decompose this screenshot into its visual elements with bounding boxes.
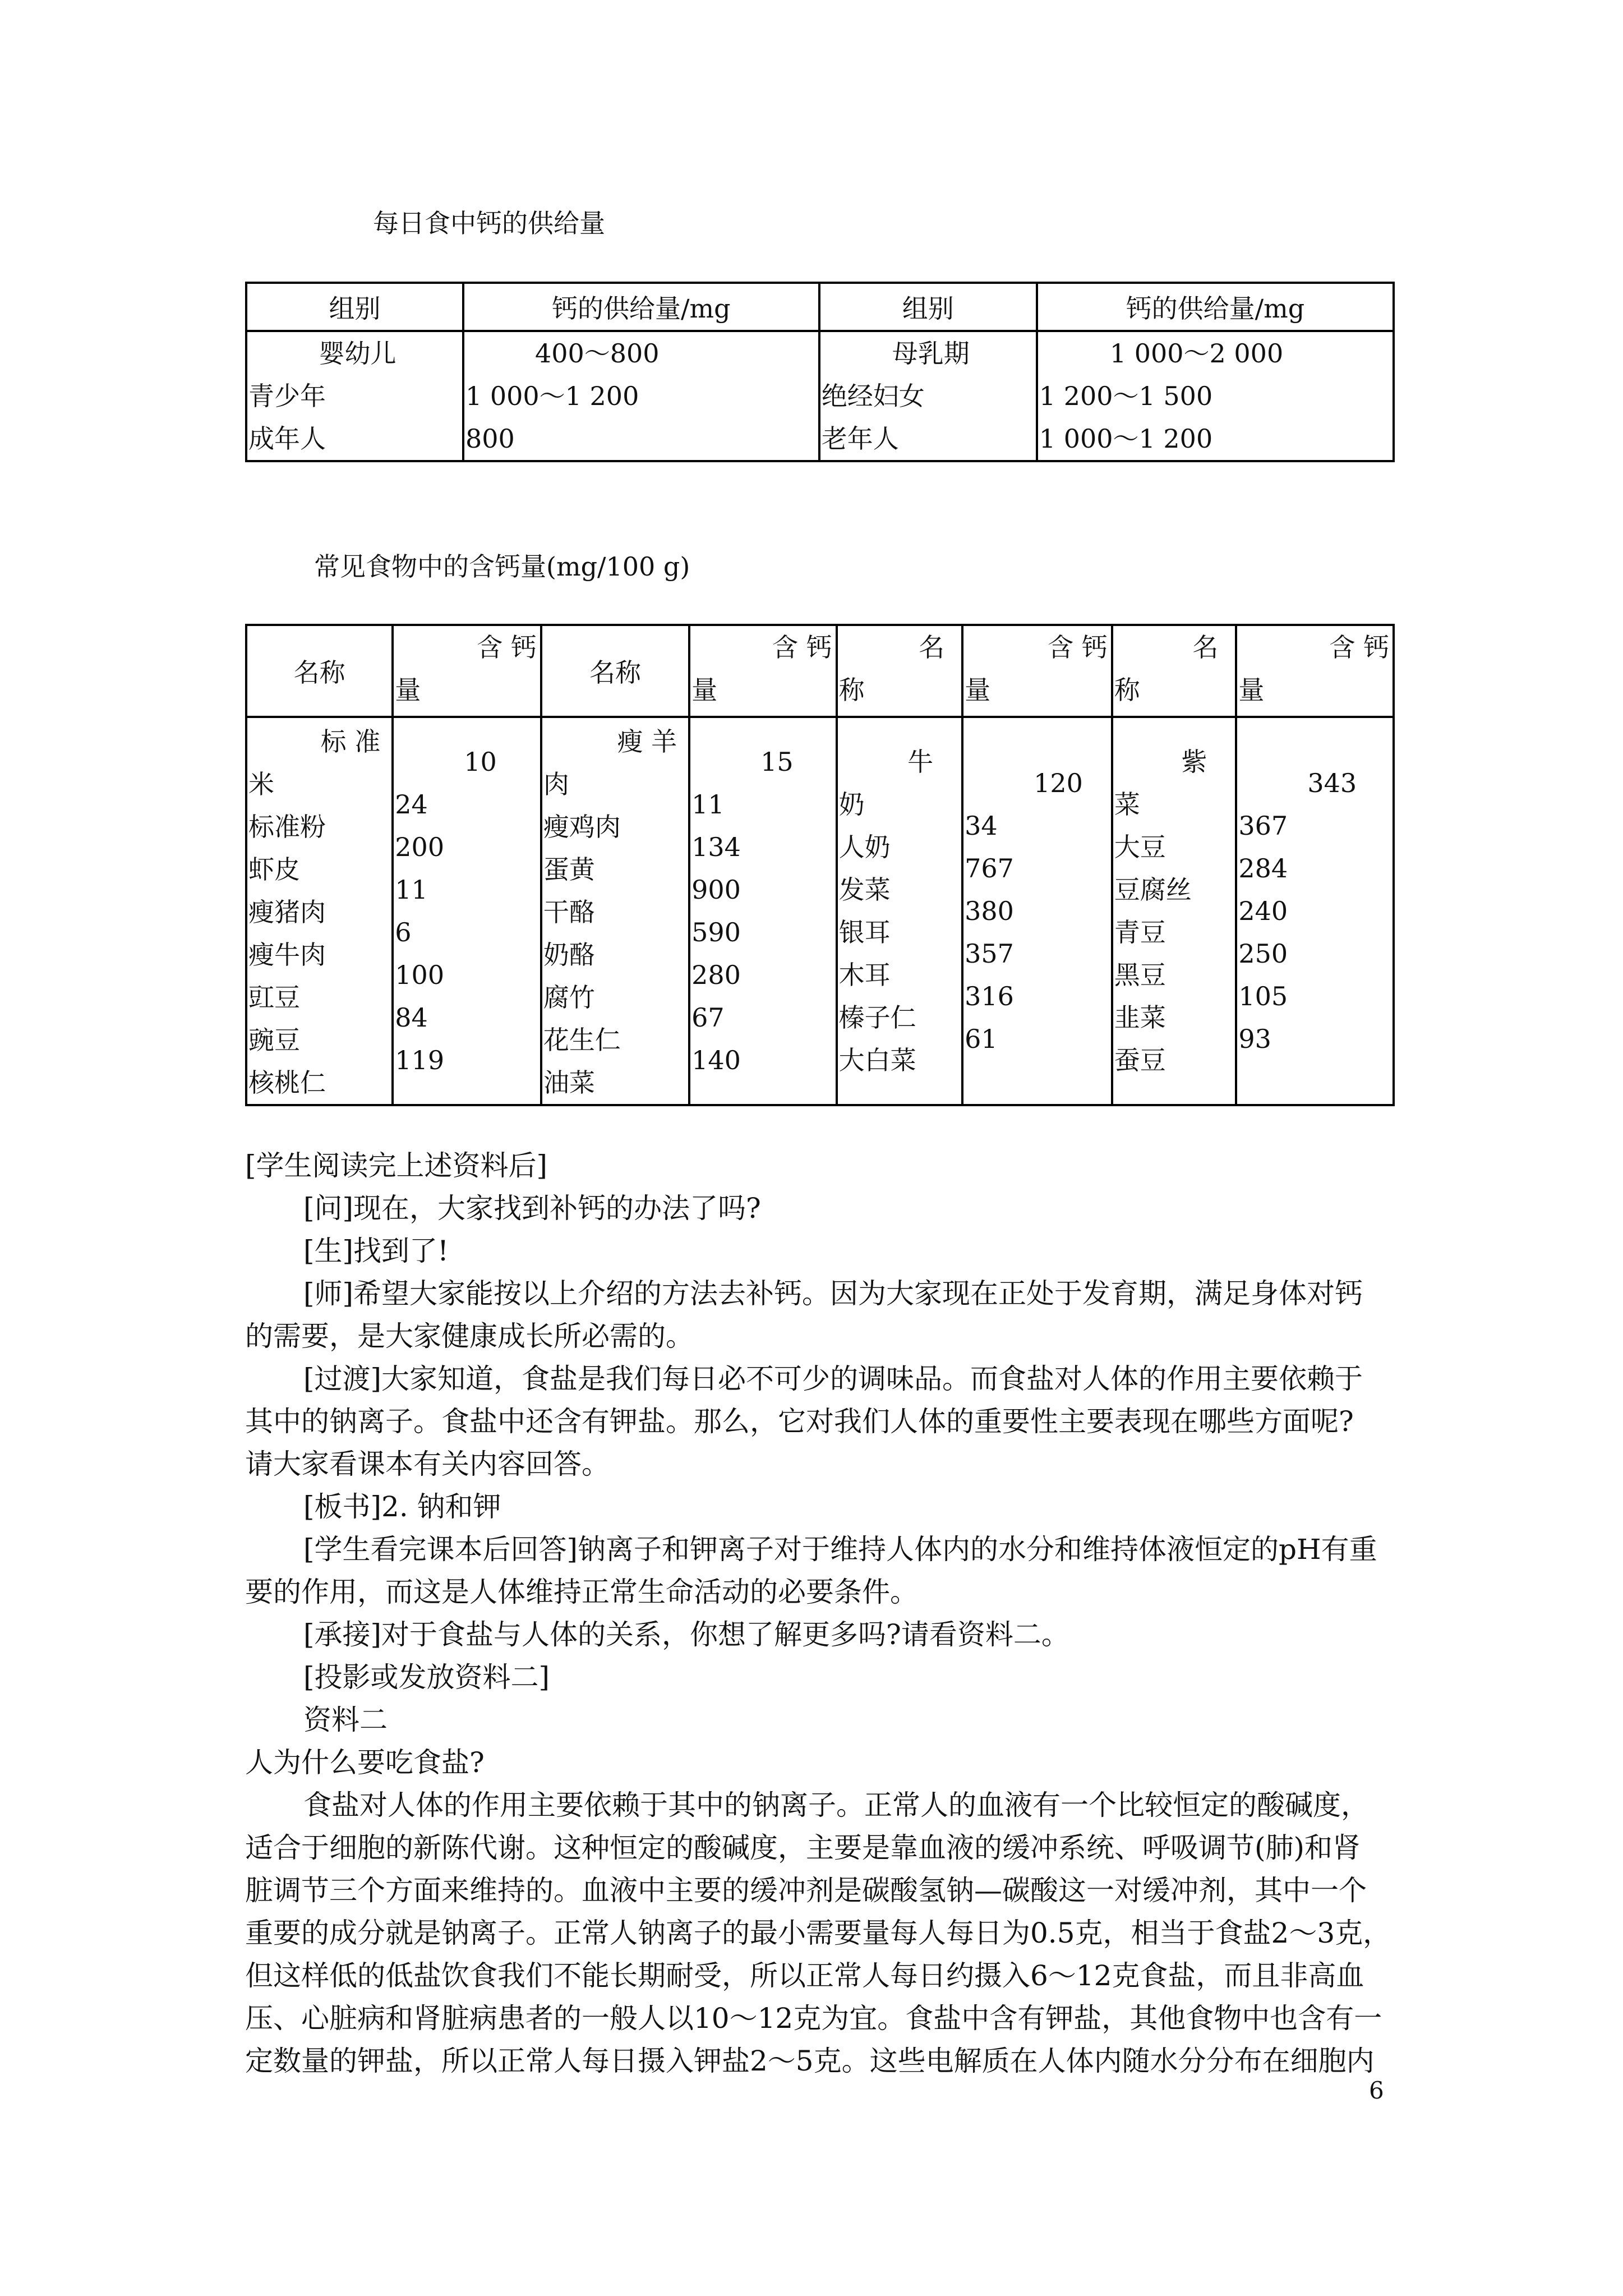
table-cell: 婴幼儿 <box>319 338 396 369</box>
header-cell: 组别 <box>819 283 1037 331</box>
table-cell: 1 000～1 200 <box>465 381 639 411</box>
table-cell: 青少年 <box>248 381 326 411</box>
paragraph-line: [过渡]大家知道，食盐是我们每日必不可少的调味品。而食盐对人体的作用主要依赖于 <box>303 1363 1363 1395</box>
food-calcium-table <box>245 624 1395 1106</box>
paragraph-line: 其中的钠离子。食盐中还含有钾盐。那么，它对我们人体的重要性主要表现在哪些方面呢? <box>245 1405 1354 1438</box>
paragraph-line: 食盐对人体的作用主要依赖于其中的钠离子。正常人的血液有一个比较恒定的酸碱度， <box>303 1789 1369 1821</box>
paragraph-line: 的需要，是大家健康成长所必需的。 <box>245 1320 694 1352</box>
section-label: 资料二 <box>303 1704 388 1736</box>
paragraph-line: 要的作用，而这是人体维持正常生命活动的必要条件。 <box>245 1576 918 1608</box>
paragraph-line: 但这样低的低盐饮食我们不能长期耐受，所以正常人每日约摄入6～12克食盐，而且非高血 <box>245 1959 1364 1992</box>
lesson-text <box>245 1144 1400 2082</box>
supply-column <box>1037 331 1394 461</box>
header-cell: 钙的供给量/mg <box>1037 283 1394 331</box>
header-cell: 组别 <box>246 283 463 331</box>
group-column <box>246 331 463 461</box>
header-cell-calcium: 含 钙 量 <box>689 625 837 717</box>
paragraph-line: 请大家看课本有关内容回答。 <box>245 1448 610 1480</box>
paragraph-line: [师]希望大家能按以上介绍的方法去补钙。因为大家现在正处于发育期，满足身体对钙 <box>303 1277 1363 1310</box>
table-cell: 绝经妇女 <box>821 381 925 411</box>
section-heading: 人为什么要吃食盐? <box>245 1746 485 1779</box>
paragraph: [问]现在，大家找到补钙的办法了吗? <box>303 1192 761 1225</box>
group-column <box>819 331 1037 461</box>
table-cell: 800 <box>465 424 515 454</box>
paragraph: [投影或发放资料二] <box>303 1661 550 1694</box>
paragraph-line: 压、心脏病和肾脏病患者的一般人以10～12克为宜。食盐中含有钾盐，其他食物中也含有一 <box>245 2002 1382 2035</box>
paragraph-line: 重要的成分就是钠离子。正常人钠离子的最小需要量每人每日为0.5克，相当于食盐2～3克， <box>245 1917 1391 1949</box>
table-body <box>246 717 1394 1105</box>
table-cell: 成年人 <box>248 424 326 454</box>
table-cell: 1 200～1 500 <box>1039 381 1213 411</box>
table2-title: 常见食物中的含钙量(mg/100 g) <box>314 551 690 582</box>
header-cell-name: 名 称 <box>1112 625 1237 717</box>
calcium-value-column: 120 34 767 380 357 316 61 <box>962 717 1112 1105</box>
food-name-column: 瘦 羊 肉 瘦鸡肉 蛋黄 干酪 奶酪 腐竹 花生仁 油菜 <box>541 717 689 1105</box>
table-cell: 母乳期 <box>892 338 970 369</box>
paragraph-line: 定数量的钾盐，所以正常人每日摄入钾盐2～5克。这些电解质在人体内随水分分布在细胞内 <box>245 2045 1375 2077</box>
paragraph-line: [学生看完课本后回答]钠离子和钾离子对于维持人体内的水分和维持体液恒定的pH有重 <box>303 1533 1377 1566</box>
calcium-value-column: 10 24 200 11 6 100 84 119 <box>393 717 541 1105</box>
header-cell-calcium: 含 钙 量 <box>393 625 541 717</box>
paragraph: [学生阅读完上述资料后] <box>245 1149 548 1182</box>
table-cell: 400～800 <box>534 338 660 369</box>
table1-title: 每日食中钙的供给量 <box>373 208 605 238</box>
paragraph: [生]找到了! <box>303 1235 449 1267</box>
header-cell-name: 名称 <box>541 625 689 717</box>
table-body <box>246 331 1394 461</box>
calcium-value-column: 15 11 134 900 590 280 67 140 <box>689 717 837 1105</box>
paragraph: [承接]对于食盐与人体的关系，你想了解更多吗?请看资料二。 <box>303 1618 1069 1651</box>
calcium-supply-table <box>245 282 1395 462</box>
table-cell: 1 000～2 000 <box>1109 338 1284 369</box>
table-header-row <box>246 283 1394 331</box>
food-name-column: 牛 奶 人奶 发菜 银耳 木耳 榛子仁 大白菜 <box>837 717 963 1105</box>
calcium-value-column: 343 367 284 240 250 105 93 <box>1236 717 1394 1105</box>
food-name-column: 紫 菜 大豆 豆腐丝 青豆 黑豆 韭菜 蚕豆 <box>1112 717 1237 1105</box>
header-cell: 钙的供给量/mg <box>463 283 819 331</box>
table-header-row <box>246 625 1394 717</box>
header-cell-calcium: 含 钙 量 <box>1236 625 1394 717</box>
table-cell: 1 000～1 200 <box>1039 424 1213 454</box>
page-number: 6 <box>1369 2077 1384 2104</box>
food-name-column: 标 准 米 标准粉 虾皮 瘦猪肉 瘦牛肉 豇豆 豌豆 核桃仁 <box>246 717 393 1105</box>
supply-column <box>463 331 819 461</box>
paragraph: [板书]2. 钠和钾 <box>303 1490 501 1523</box>
header-cell-name: 名 称 <box>837 625 963 717</box>
header-cell-name: 名称 <box>246 625 393 717</box>
paragraph-line: 适合于细胞的新陈代谢。这种恒定的酸碱度，主要是靠血液的缓冲系统、呼吸调节(肺)和肾 <box>245 1832 1361 1864</box>
table-cell: 老年人 <box>821 424 899 454</box>
header-cell-calcium: 含 钙 量 <box>962 625 1112 717</box>
paragraph-line: 脏调节三个方面来维持的。血液中主要的缓冲剂是碳酸氢钠—碳酸这一对缓冲剂，其中一个 <box>245 1874 1367 1907</box>
